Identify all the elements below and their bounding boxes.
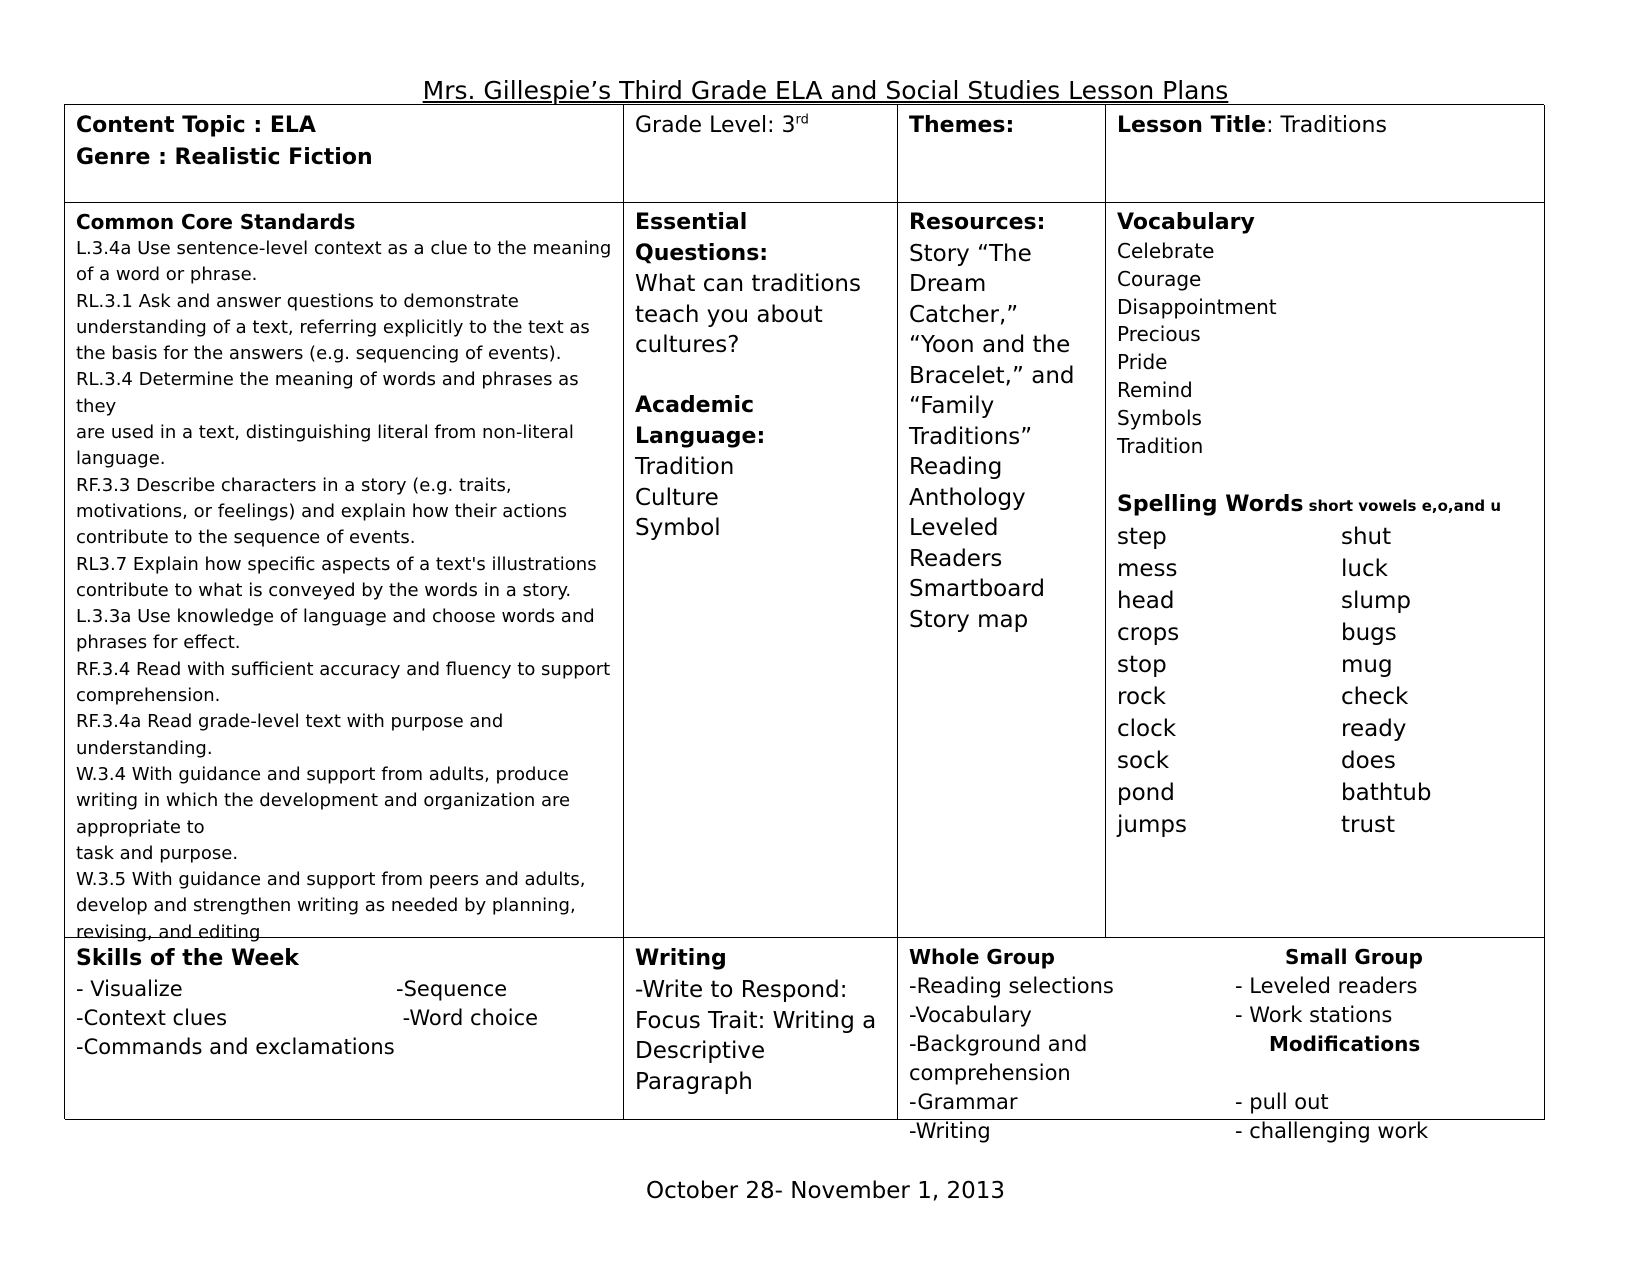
standard-line: RL.3.1 Ask and answer questions to demonstrate xyxy=(76,290,519,312)
group-row xyxy=(909,1117,1534,1146)
standards-list xyxy=(76,236,613,946)
modification-item: - challenging work xyxy=(1235,1119,1429,1143)
spelling-row xyxy=(1117,809,1534,841)
spelling-word: rock xyxy=(1117,684,1166,711)
writing-line: -Write to Respond: xyxy=(635,977,848,1003)
standard-line: RF.3.3 Describe characters in a story (e.g. traits, xyxy=(76,474,512,496)
vocabulary-word: Precious xyxy=(1117,322,1201,347)
vocabulary-word: Pride xyxy=(1117,350,1168,375)
standard-line: of a word or phrase. xyxy=(76,264,258,286)
spelling-word: bugs xyxy=(1341,620,1397,647)
spelling-word: sock xyxy=(1117,748,1170,775)
spelling-word: bathtub xyxy=(1341,780,1432,807)
standard-line: phrases for effect. xyxy=(76,632,241,654)
group-row xyxy=(909,1088,1534,1117)
spelling-word: shut xyxy=(1341,524,1392,551)
resource-line: Story “The xyxy=(909,240,1032,267)
vocabulary-word: Tradition xyxy=(1117,433,1204,458)
resource-line: Dream Catcher,” xyxy=(909,271,1019,328)
spelling-word: clock xyxy=(1117,716,1177,743)
spelling-word: pond xyxy=(1117,780,1175,807)
resource-line: “Yoon and the xyxy=(909,332,1071,358)
writing-heading: Writing xyxy=(635,946,727,971)
skill-item: -Word choice xyxy=(396,1006,539,1030)
standard-line: L.3.3a Use knowledge of language and choose words and xyxy=(76,606,595,628)
resource-line: Leveled Readers xyxy=(909,515,1003,572)
spelling-subheading: short vowels e,o,and u xyxy=(1308,497,1502,516)
skill-item: -Commands and exclamations xyxy=(76,1035,395,1059)
spelling-word: check xyxy=(1341,684,1409,711)
standard-line: understanding of a text, referring explicitly to the text as xyxy=(76,316,590,338)
resource-line: Bracelet,” and xyxy=(909,362,1075,389)
spelling-word: stop xyxy=(1117,652,1167,679)
grade-level-cell xyxy=(624,105,898,203)
group-row xyxy=(909,1030,1534,1088)
vocabulary-word: Symbols xyxy=(1117,405,1202,430)
spelling-heading: Spelling Words xyxy=(1117,492,1304,518)
spelling-word: crops xyxy=(1117,620,1180,647)
small-group-item: - Work stations xyxy=(1235,1003,1393,1027)
skills-row xyxy=(76,1033,613,1062)
spelling-word: jumps xyxy=(1117,812,1187,839)
spelling-row xyxy=(1117,681,1534,713)
spelling-word: trust xyxy=(1341,812,1396,839)
page-title: Mrs. Gillespie’s Third Grade ELA and Social Studies Lesson Plans xyxy=(422,76,1229,105)
writing-cell xyxy=(624,938,898,1120)
skills-row xyxy=(76,1004,613,1033)
spelling-row xyxy=(1117,521,1534,553)
essential-question-line: teach you about xyxy=(635,301,823,328)
spelling-row xyxy=(1117,713,1534,745)
academic-term: Culture xyxy=(635,484,719,511)
skills-cell xyxy=(65,938,624,1120)
standard-line: L.3.4a Use sentence-level context as a clue to the meaning xyxy=(76,238,612,259)
essential-questions-heading: Essential Questions: xyxy=(635,210,769,266)
skills-row xyxy=(76,975,613,1004)
academic-term: Tradition xyxy=(635,454,735,480)
groups-cell xyxy=(898,938,1545,1143)
themes-label: Themes: xyxy=(909,113,1015,138)
vocabulary-word: Celebrate xyxy=(1117,239,1215,263)
vocabulary-word: Remind xyxy=(1117,377,1193,402)
modifications-heading: Modifications xyxy=(1269,1032,1421,1056)
standards-cell xyxy=(65,203,624,943)
vocabulary-cell xyxy=(1106,203,1545,938)
spelling-word: does xyxy=(1341,748,1396,775)
essential-question-line: What can traditions xyxy=(635,271,861,297)
skill-item: -Sequence xyxy=(396,977,508,1001)
group-heading-row xyxy=(909,943,1534,972)
spelling-word: luck xyxy=(1341,556,1388,583)
spelling-heading-line xyxy=(1117,490,1534,521)
resource-line: Story map xyxy=(909,606,1029,633)
whole-group-item: -Background and comprehension xyxy=(909,1032,1088,1085)
standard-line: RF.3.4a Read grade-level text with purpose and xyxy=(76,711,504,733)
spelling-row xyxy=(1117,649,1534,681)
spelling-row xyxy=(1117,745,1534,777)
standard-line: W.3.5 With guidance and support from peers and adults, xyxy=(76,869,586,891)
resource-line: “Family xyxy=(909,393,995,419)
skills-heading: Skills of the Week xyxy=(76,946,299,971)
standard-line: appropriate to xyxy=(76,816,205,838)
modification-item: - pull out xyxy=(1235,1090,1329,1114)
standard-line: RL.3.4 Determine the meaning of words and phrases as they xyxy=(76,369,579,417)
vocabulary-word: Courage xyxy=(1117,266,1202,291)
academic-term: Symbol xyxy=(635,515,721,541)
standard-line: language. xyxy=(76,448,166,470)
resources-cell xyxy=(898,203,1106,938)
spelling-word: head xyxy=(1117,588,1175,615)
whole-group-item: -Vocabulary xyxy=(909,1003,1032,1027)
essential-question-line: cultures? xyxy=(635,332,740,358)
spelling-row xyxy=(1117,585,1534,617)
spelling-word: step xyxy=(1117,524,1167,551)
resource-line: Traditions” xyxy=(909,423,1033,450)
lesson-plan-table xyxy=(64,104,1544,1143)
resources-heading: Resources: xyxy=(909,210,1046,235)
group-row xyxy=(909,1001,1534,1030)
standard-line: develop and strengthen writing as needed by planning, xyxy=(76,895,576,917)
vocabulary-heading: Vocabulary xyxy=(1117,210,1255,235)
group-row xyxy=(909,972,1534,1001)
standards-heading: Common Core Standards xyxy=(76,210,356,234)
spelling-word: slump xyxy=(1341,588,1411,615)
content-topic-cell xyxy=(65,105,624,203)
whole-group-item: -Writing xyxy=(909,1119,991,1143)
academic-language-heading: Academic Language: xyxy=(635,393,766,449)
grade-level: Grade Level: 3rd xyxy=(635,112,809,138)
whole-group-heading: Whole Group xyxy=(909,945,1055,969)
spelling-row xyxy=(1117,553,1534,585)
standard-line: are used in a text, distinguishing literal from non-literal xyxy=(76,422,574,444)
writing-line: Descriptive Paragraph xyxy=(635,1038,766,1095)
spelling-word: mug xyxy=(1341,652,1393,679)
genre: Genre : Realistic Fiction xyxy=(76,145,373,170)
lesson-title-cell xyxy=(1106,105,1545,203)
spelling-word: ready xyxy=(1341,716,1407,743)
whole-group-item: -Grammar xyxy=(909,1090,1018,1114)
small-group-heading: Small Group xyxy=(1285,945,1423,969)
standard-line: contribute to the sequence of events. xyxy=(76,527,416,549)
standard-line: writing in which the development and organization are xyxy=(76,790,571,812)
skill-item: -Context clues xyxy=(76,1006,228,1030)
standard-line: the basis for the answers (e.g. sequencing of events). xyxy=(76,343,562,365)
standard-line: task and purpose. xyxy=(76,842,239,864)
skill-item: - Visualize xyxy=(76,977,183,1001)
resource-line: Anthology xyxy=(909,484,1026,511)
standard-line: comprehension. xyxy=(76,685,221,707)
standard-line: RF.3.4 Read with sufficient accuracy and fluency to support xyxy=(76,658,611,680)
standard-line: understanding. xyxy=(76,737,213,759)
spelling-word: mess xyxy=(1117,556,1178,583)
essential-questions-cell xyxy=(624,203,898,938)
spelling-row xyxy=(1117,617,1534,649)
spelling-row xyxy=(1117,777,1534,809)
resource-line: Smartboard xyxy=(909,576,1045,602)
vocabulary-word: Disappointment xyxy=(1117,294,1277,319)
standard-line: contribute to what is conveyed by the words in a story. xyxy=(76,579,572,601)
standard-line: W.3.4 With guidance and support from adults, produce xyxy=(76,763,569,785)
lesson-title: Lesson Title: Traditions xyxy=(1117,113,1387,138)
date-range: October 28- November 1, 2013 xyxy=(646,1178,1005,1204)
themes-cell xyxy=(898,105,1106,203)
standard-line: revising, and editing xyxy=(76,921,261,943)
resource-line: Reading xyxy=(909,454,1003,480)
standard-line: motivations, or feelings) and explain how their actions xyxy=(76,500,568,522)
standard-line: RL3.7 Explain how specific aspects of a text's illustrations xyxy=(76,553,597,575)
small-group-item: - Leveled readers xyxy=(1235,974,1418,998)
content-topic: Content Topic : ELA xyxy=(76,113,316,138)
whole-group-item: -Reading selections xyxy=(909,974,1114,998)
writing-line: Focus Trait: Writing a xyxy=(635,1007,877,1034)
